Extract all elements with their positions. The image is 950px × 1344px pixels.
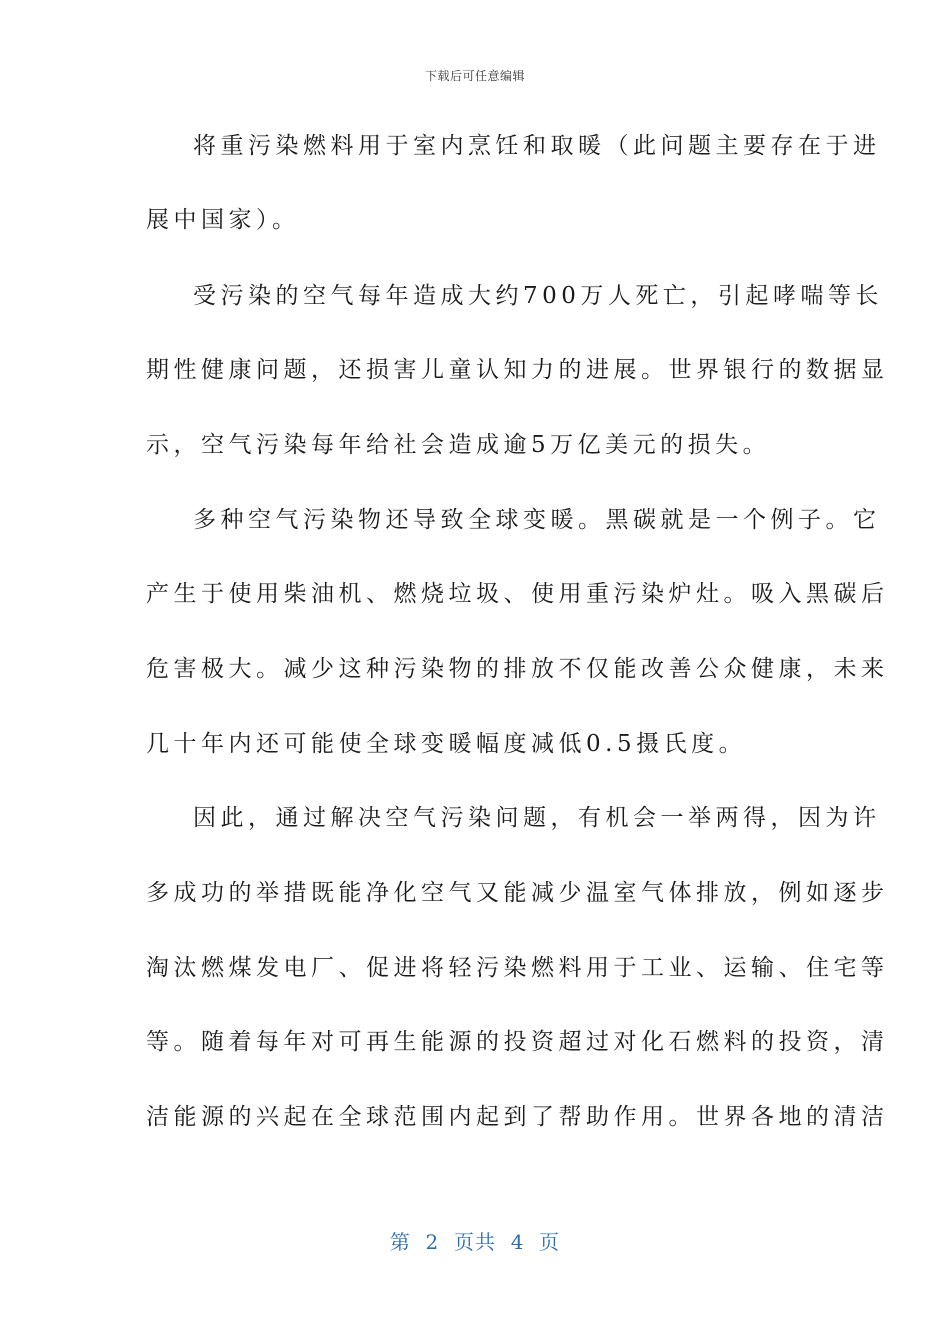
- body-line: 受污染的空气每年造成大约700万人死亡，引起哮喘等长: [193, 283, 883, 309]
- body-line: 淘汰燃煤发电厂、促进将轻污染燃料用于工业、运输、住宅等: [146, 955, 889, 981]
- page-header-note: 下载后可任意编辑: [424, 69, 525, 83]
- body-line: 产生于使用柴油机、燃烧垃圾、使用重污染炉灶。吸入黑碳后: [146, 581, 889, 607]
- body-line: 期性健康问题，还损害儿童认知力的进展。世界银行的数据显: [146, 357, 889, 383]
- body-line: 因此，通过解决空气污染问题，有机会一举两得，因为许: [193, 805, 881, 831]
- body-line: 洁能源的兴起在全球范围内起到了帮助作用。世界各地的清洁: [146, 1104, 889, 1130]
- body-line: 等。随着每年对可再生能源的投资超过对化石燃料的投资，清: [146, 1029, 889, 1055]
- body-line: 多种空气污染物还导致全球变暖。黑碳就是一个例子。它: [193, 507, 881, 533]
- body-line: 展中国家）。: [146, 207, 300, 233]
- body-line: 危害极大。减少这种污染物的排放不仅能改善公众健康，未来: [146, 656, 889, 682]
- body-line: 示，空气污染每年给社会造成逾5万亿美元的损失。: [146, 432, 771, 458]
- page-number-footer: 第 2 页共 4 页: [389, 1230, 561, 1254]
- body-line: 将重污染燃料用于室内烹饪和取暖（此问题主要存在于进: [193, 133, 881, 159]
- body-line: 多成功的举措既能净化空气又能减少温室气体排放，例如逐步: [146, 880, 889, 906]
- body-line: 几十年内还可能使全球变暖幅度减低0.5摄氏度。: [146, 731, 747, 757]
